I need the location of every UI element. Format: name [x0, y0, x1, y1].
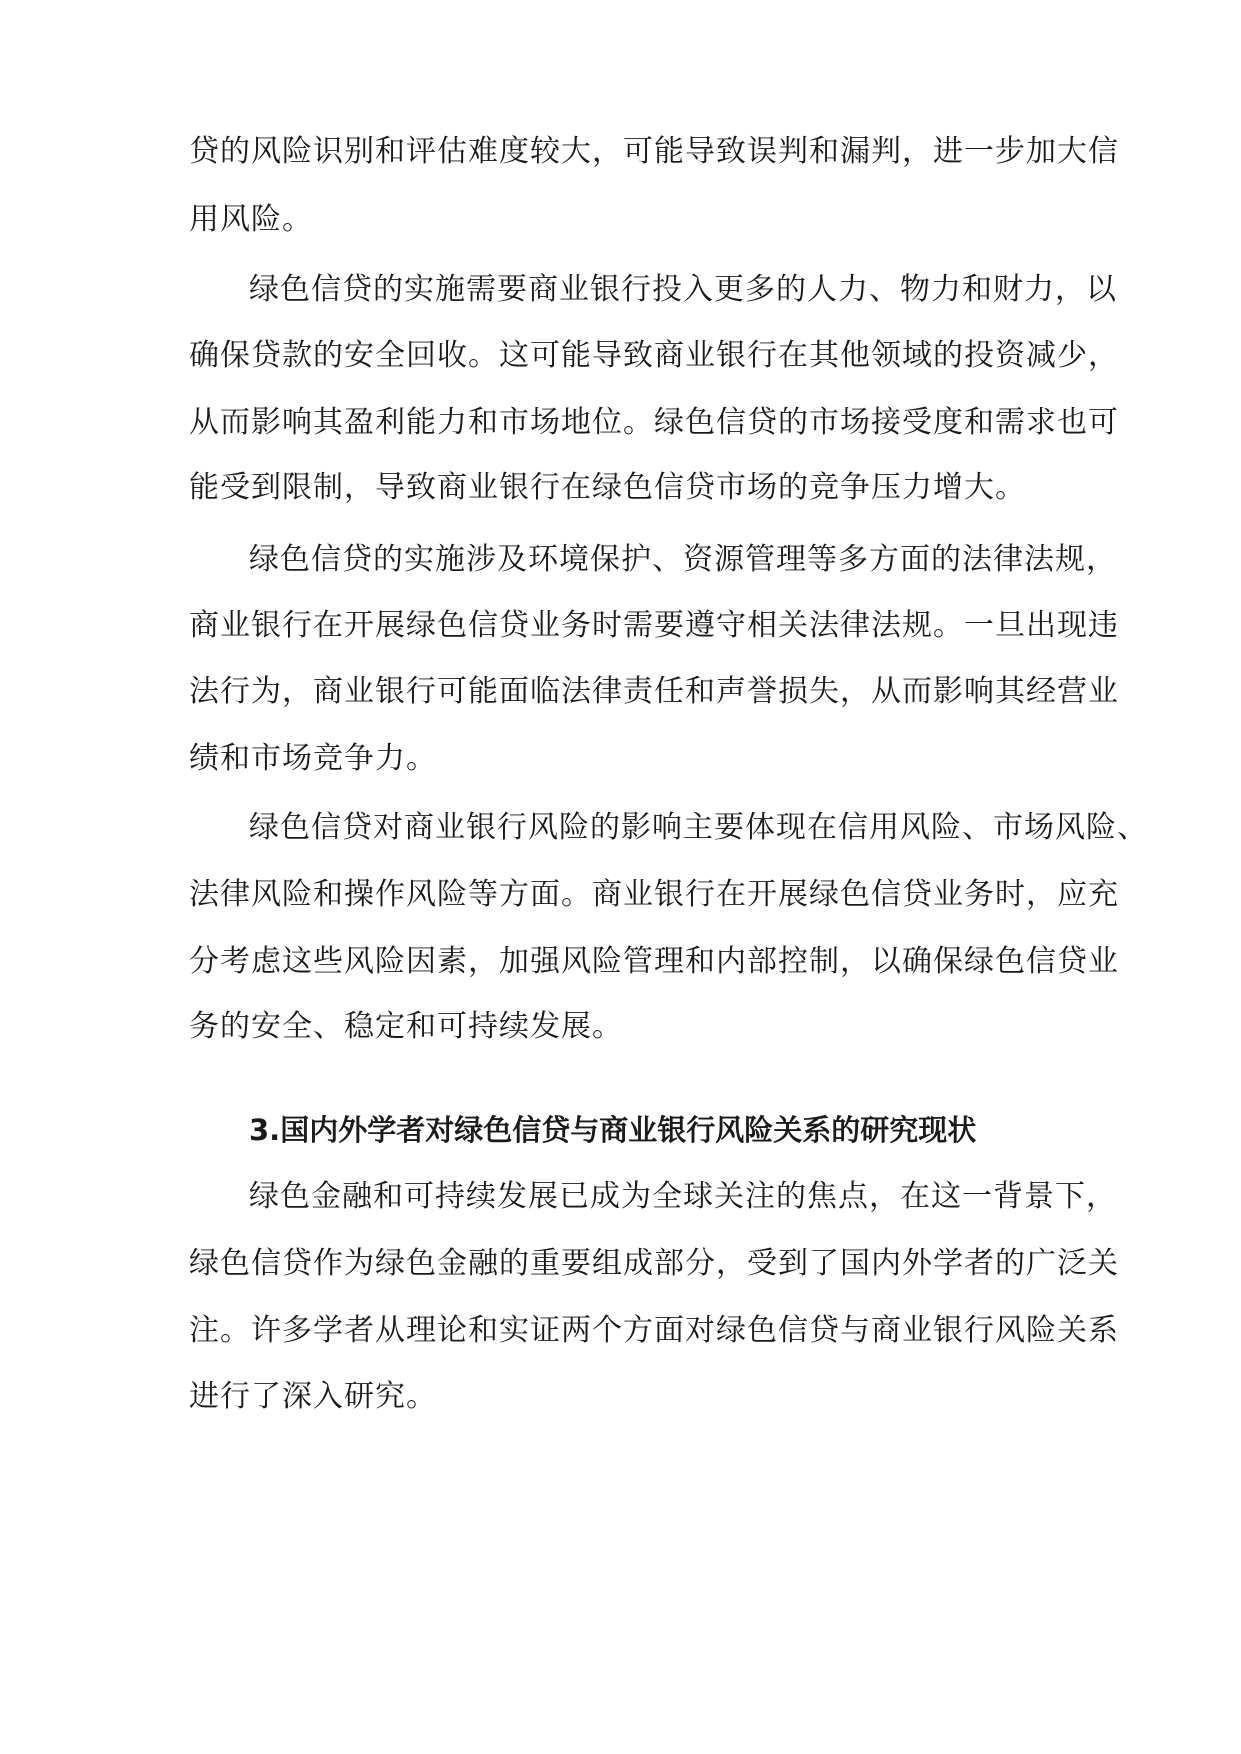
paragraph-line: 法律风险和操作风险等方面。商业银行在开展绿色信贷业务时，应充 — [189, 877, 1119, 912]
paragraph-line: 用风险。 — [189, 202, 313, 237]
paragraph-line: 绿色信贷作为绿色金融的重要组成部分，受到了国内外学者的广泛关 — [189, 1246, 1119, 1281]
paragraph-line: 绩和市场竞争力。 — [189, 741, 437, 776]
paragraph-line: 法行为，商业银行可能面临法律责任和声誉损失，从而影响其经营业 — [189, 674, 1119, 709]
paragraph-line: 绿色信贷的实施涉及环境保护、资源管理等多方面的法律法规， — [249, 542, 1117, 577]
paragraph-line: 绿色信贷的实施需要商业银行投入更多的人力、物力和财力，以 — [249, 272, 1117, 307]
paragraph-line: 务的安全、稳定和可持续发展。 — [189, 1009, 623, 1044]
paragraph-line: 分考虑这些风险因素，加强风险管理和内部控制，以确保绿色信贷业 — [189, 944, 1119, 979]
paragraph-line: 绿色信贷对商业银行风险的影响主要体现在信用风险、市场风险、 — [249, 810, 1148, 845]
paragraph-line: 从而影响其盈利能力和市场地位。绿色信贷的市场接受度和需求也可 — [189, 405, 1119, 440]
paragraph-line: 能受到限制，导致商业银行在绿色信贷市场的竞争压力增大。 — [189, 470, 1026, 505]
paragraph-line: 注。许多学者从理论和实证两个方面对绿色信贷与商业银行风险关系 — [189, 1313, 1119, 1348]
paragraph-line: 绿色金融和可持续发展已成为全球关注的焦点，在这一背景下， — [249, 1179, 1117, 1214]
section-heading: 3.国内外学者对绿色信贷与商业银行风险关系的研究现状 — [249, 1113, 977, 1147]
paragraph-line: 贷的风险识别和评估难度较大，可能导致误判和漏判，进一步加大信 — [189, 134, 1119, 169]
paragraph-line: 商业银行在开展绿色信贷业务时需要遵守相关法律法规。一旦出现违 — [189, 608, 1119, 643]
paragraph-line: 进行了深入研究。 — [189, 1379, 437, 1414]
paragraph-line: 确保贷款的安全回收。这可能导致商业银行在其他领域的投资减少， — [189, 338, 1119, 373]
